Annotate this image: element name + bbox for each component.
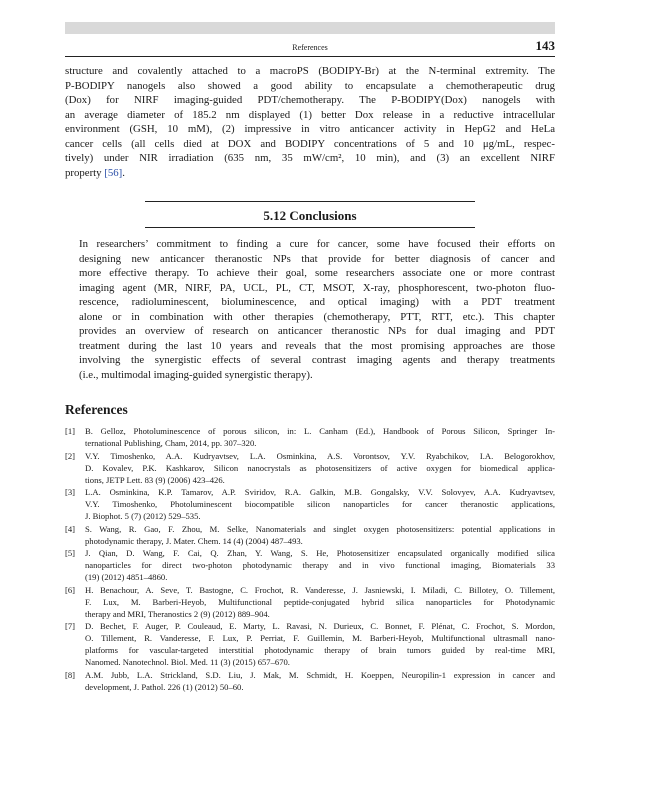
paragraph-line: environment (GSH, 10 mM), (2) impressive in vitro anticancer activity in HepG2 and HeLa — [65, 123, 555, 135]
header-rule — [65, 56, 555, 57]
reference-number: [5] — [65, 548, 76, 558]
reference-number: [7] — [65, 621, 76, 631]
reference-line: (19) (2012) 4851–4860. — [85, 572, 168, 582]
paragraph-1 — [65, 64, 555, 180]
paragraph-line: (i.e., multimodal imaging-guided synergistic therapy). — [79, 368, 313, 381]
paragraph-line: more effective therapy. To achieve their goal, some researchers associate one or more contrast — [79, 267, 555, 279]
running-title: References — [292, 43, 328, 52]
reference-text — [85, 523, 555, 547]
reference-number: [3] — [65, 487, 76, 497]
reference-line: ternational Publishing, Cham, 2014, pp. 307–320. — [85, 438, 257, 448]
reference-item — [65, 450, 555, 486]
reference-item — [65, 584, 555, 620]
reference-text — [85, 584, 555, 620]
reference-number: [2] — [65, 450, 76, 461]
paragraph-line: designing new anticancer theranostic NPs that provide for better diagnosis of cancer and — [79, 252, 555, 265]
paragraph-line — [65, 166, 555, 181]
paragraph-line: involving the synergistic effects of several contrast imaging agents and therapy treatments — [79, 354, 555, 366]
section-rule-top — [145, 201, 475, 202]
paragraph-line: imaging agent (MR, NIRF, PA, UCL, PL, CT, MSOT, X-ray, phosphorescent, two-photon fluo- — [79, 281, 555, 294]
reference-text — [85, 547, 555, 583]
reference-text — [85, 486, 555, 522]
reference-item — [65, 425, 555, 449]
reference-line: L.A. Osminkina, K.P. Tamarov, A.P. Sviridov, R.A. Galkin, M.B. Gongalsky, V.V. Solovyev, A.A. Kudryavtsev, — [85, 487, 555, 497]
reference-line: O. Tillement, R. Vanderesse, F. Lux, P. Perriat, F. Guillemin, M. Barberi-Heyob, Multifunctional ultrasmall nano- — [85, 633, 555, 643]
paragraph-line: (Dox) for NIRF imaging-guided PDT/chemotherapy. The P-BODIPY(Dox) nanogels with — [65, 94, 555, 106]
reference-line: nanoparticles for direct two-photon photodynamic therapy and in vivo functional imaging, Biomaterials 33 — [85, 560, 555, 570]
reference-line: S. Wang, R. Gao, F. Zhou, M. Selke, Nanomaterials and singlet oxygen photosensitizers: potential applications in — [85, 523, 555, 534]
reference-list — [65, 425, 555, 693]
section-rule-bottom — [145, 227, 475, 228]
paragraph-text: . — [122, 166, 125, 179]
reference-line: V.Y. Timoshenko, Photoluminescent biocompatible silicon nanoparticles for cancer theranostic applications, — [85, 499, 555, 509]
reference-line: F. Lux, M. Barberi-Heyob, Multifunctional peptide-conjugated hybrid silica nanoparticles for Photodynamic — [85, 596, 555, 607]
header-bar — [65, 22, 555, 34]
paragraph-line: P-BODIPY nanogels also showed a good ability to encapsulate a chemotherapeutic drug — [65, 79, 555, 92]
paragraph-line: In researchers’ commitment to finding a cure for cancer, some have focused their efforts on — [79, 238, 555, 250]
reference-text — [85, 450, 555, 486]
reference-line: V.Y. Timoshenko, A.A. Kudryavtsev, L.A. Osminkina, A.S. Vorontsov, Y.V. Ryabchikov, I.A. Belogorokhov, — [85, 450, 555, 461]
reference-line: tions, JETP Lett. 83 (9) (2006) 423–426. — [85, 474, 225, 485]
paragraph-line: alone or in combination with other therapies (chemotherapy, PTT, RTT, etc.). This chapter — [79, 310, 555, 323]
reference-line: H. Benachour, A. Seve, T. Bastogne, C. Frochot, R. Vanderesse, J. Jasniewski, I. Miladi, C. Billotey, O. Tillement, — [85, 584, 555, 595]
reference-number: [4] — [65, 523, 76, 534]
reference-line: development, J. Pathol. 226 (1) (2012) 50–60. — [85, 681, 244, 692]
reference-item — [65, 669, 555, 693]
reference-line: J. Biophot. 5 (7) (2012) 529–535. — [85, 511, 201, 521]
reference-item — [65, 523, 555, 547]
section-heading: 5.12 Conclusions — [263, 208, 357, 223]
reference-line: J. Qian, D. Wang, F. Cai, Q. Zhan, Y. Wang, S. He, Photosensitizer encapsulated organically modified silica — [85, 548, 555, 558]
paragraph-line: structure and covalently attached to a macroPS (BODIPY-Br) at the N-terminal extremity. The — [65, 65, 555, 77]
paragraph-line: an average diameter of 185.2 nm displayed (1) better Dox release in a reductive intracellular — [65, 108, 555, 121]
reference-line: therapy and MRI, Theranostics 2 (9) (2012) 889–904. — [85, 608, 270, 619]
page-number: 143 — [535, 38, 555, 53]
reference-line: D. Kovalev, P.K. Kashkarov, Silicon nanocrystals as photosensitizers of active oxygen for biomedical applica- — [85, 462, 555, 473]
reference-text — [85, 425, 555, 449]
reference-line: B. Gelloz, Photoluminescence of porous silicon, in: L. Canham (Ed.), Handbook of Porous Silicon, Springer In- — [85, 426, 555, 436]
reference-line: A.M. Jubb, L.A. Strickland, S.D. Liu, J. Mak, M. Schmidt, H. Koeppen, Neuropilin-1 expression in cancer and — [85, 669, 555, 680]
paragraph-line: cancer cells (all cells died at DOX and BODIPY concentrations of 5 and 10 μg/mL, respec- — [65, 137, 555, 150]
paragraph-text: property — [65, 166, 105, 179]
running-head — [65, 38, 555, 54]
paragraph-line: rescence, radioluminescent, bioluminescence, and optical imaging) with a PDT treatment — [79, 296, 555, 308]
paragraph-line: treatment during the last 10 years and reveals that the most promising approaches are those — [79, 339, 555, 352]
paragraph-line: tively) under NIR irradiation (635 nm, 35 mW/cm², 10 min), and (3) an excellent NIRF — [65, 152, 555, 164]
reference-line: photodynamic therapy, J. Mater. Chem. 14 (4) (2004) 487–493. — [85, 535, 303, 546]
reference-item — [65, 547, 555, 583]
reference-text — [85, 669, 555, 693]
reference-number: [6] — [65, 584, 76, 595]
reference-line: Nanomed. Nanotechnol. Biol. Med. 11 (3) (2015) 657–670. — [85, 657, 290, 667]
paragraph-line: provides an overview of research on anticancer theranostic NPs for dual imaging and PDT — [79, 325, 555, 337]
reference-item — [65, 620, 555, 668]
reference-number: [1] — [65, 426, 76, 436]
reference-line: D. Bechet, F. Auger, P. Couleaud, E. Marty, L. Ravasi, N. Durieux, C. Bonnet, F. Plénat, C. Frochot, S. Mordon, — [85, 621, 555, 631]
reference-item — [65, 486, 555, 522]
reference-line: platforms for vascular-targeted interstitial photodynamic therapy of brain tumors guided by real-time MRI, — [85, 645, 555, 655]
paragraph-2 — [65, 237, 555, 382]
reference-text — [85, 620, 555, 668]
citation-link[interactable]: [56] — [104, 166, 123, 179]
references-heading: References — [65, 402, 128, 417]
reference-number: [8] — [65, 669, 76, 680]
